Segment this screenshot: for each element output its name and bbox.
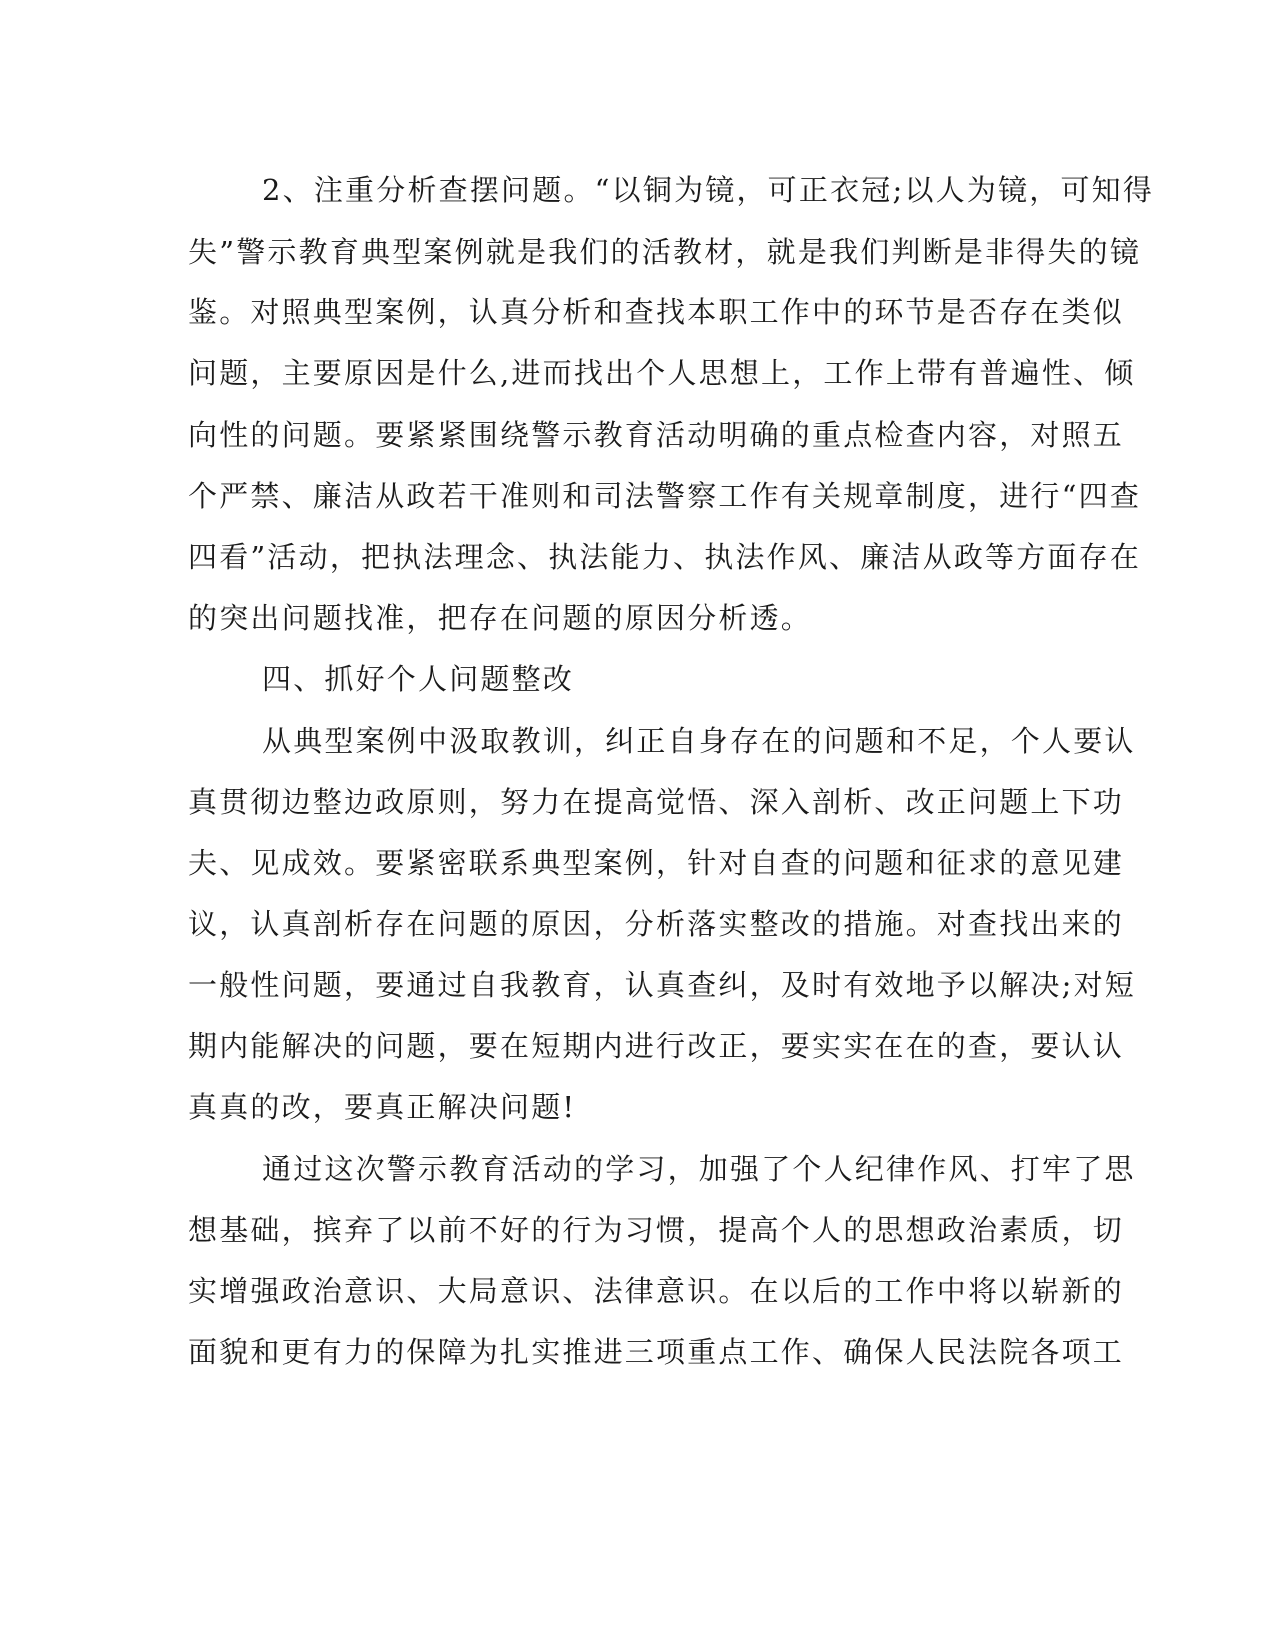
paragraph-line: 向性的问题。要紧紧围绕警示教育活动明确的重点检查内容，对照五 [188, 418, 1125, 452]
paragraph-line: 真真的改，要真正解决问题! [188, 1090, 577, 1124]
paragraph-line: 实增强政治意识、大局意识、法律意识。在以后的工作中将以崭新的 [188, 1274, 1125, 1308]
paragraph-line: 从典型案例中汲取教训，纠正自身存在的问题和不足，个人要认 [262, 724, 1136, 758]
paragraph-line: 个严禁、廉洁从政若干准则和司法警察工作有关规章制度，进行“四查 [188, 479, 1142, 513]
paragraph-line: 的突出问题找准，把存在问题的原因分析透。 [188, 601, 813, 635]
paragraph-line: 问题，主要原因是什么,进而找出个人思想上，工作上带有普遍性、倾 [188, 356, 1136, 390]
paragraph-line: 期内能解决的问题，要在短期内进行改正，要实实在在的查，要认认 [188, 1029, 1125, 1063]
paragraph-line: 四看”活动，把执法理念、执法能力、执法作风、廉洁从政等方面存在 [188, 540, 1142, 574]
paragraph-line: 面貌和更有力的保障为扎实推进三项重点工作、确保人民法院各项工 [188, 1335, 1125, 1369]
section-heading: 四、抓好个人问题整改 [262, 662, 575, 696]
paragraph-line: 真贯彻边整边政原则，努力在提高觉悟、深入剖析、改正问题上下功 [188, 785, 1125, 819]
paragraph-line: 夫、见成效。要紧密联系典型案例，针对自查的问题和征求的意见建 [188, 846, 1125, 880]
paragraph-line: 2、注重分析查摆问题。“以铜为镜，可正衣冠;以人为镜，可知得 [262, 173, 1155, 207]
paragraph-line: 失”警示教育典型案例就是我们的活教材，就是我们判断是非得失的镜 [188, 235, 1142, 269]
paragraph-line: 议，认真剖析存在问题的原因，分析落实整改的措施。对查找出来的 [188, 907, 1125, 941]
paragraph-line: 鉴。对照典型案例，认真分析和查找本职工作中的环节是否存在类似 [188, 295, 1125, 329]
paragraph-line: 通过这次警示教育活动的学习，加强了个人纪律作风、打牢了思 [262, 1152, 1136, 1186]
paragraph-line: 想基础，摈弃了以前不好的行为习惯，提高个人的思想政治素质，切 [188, 1213, 1125, 1247]
paragraph-line: 一般性问题，要通过自我教育，认真查纠，及时有效地予以解决;对短 [188, 968, 1136, 1002]
